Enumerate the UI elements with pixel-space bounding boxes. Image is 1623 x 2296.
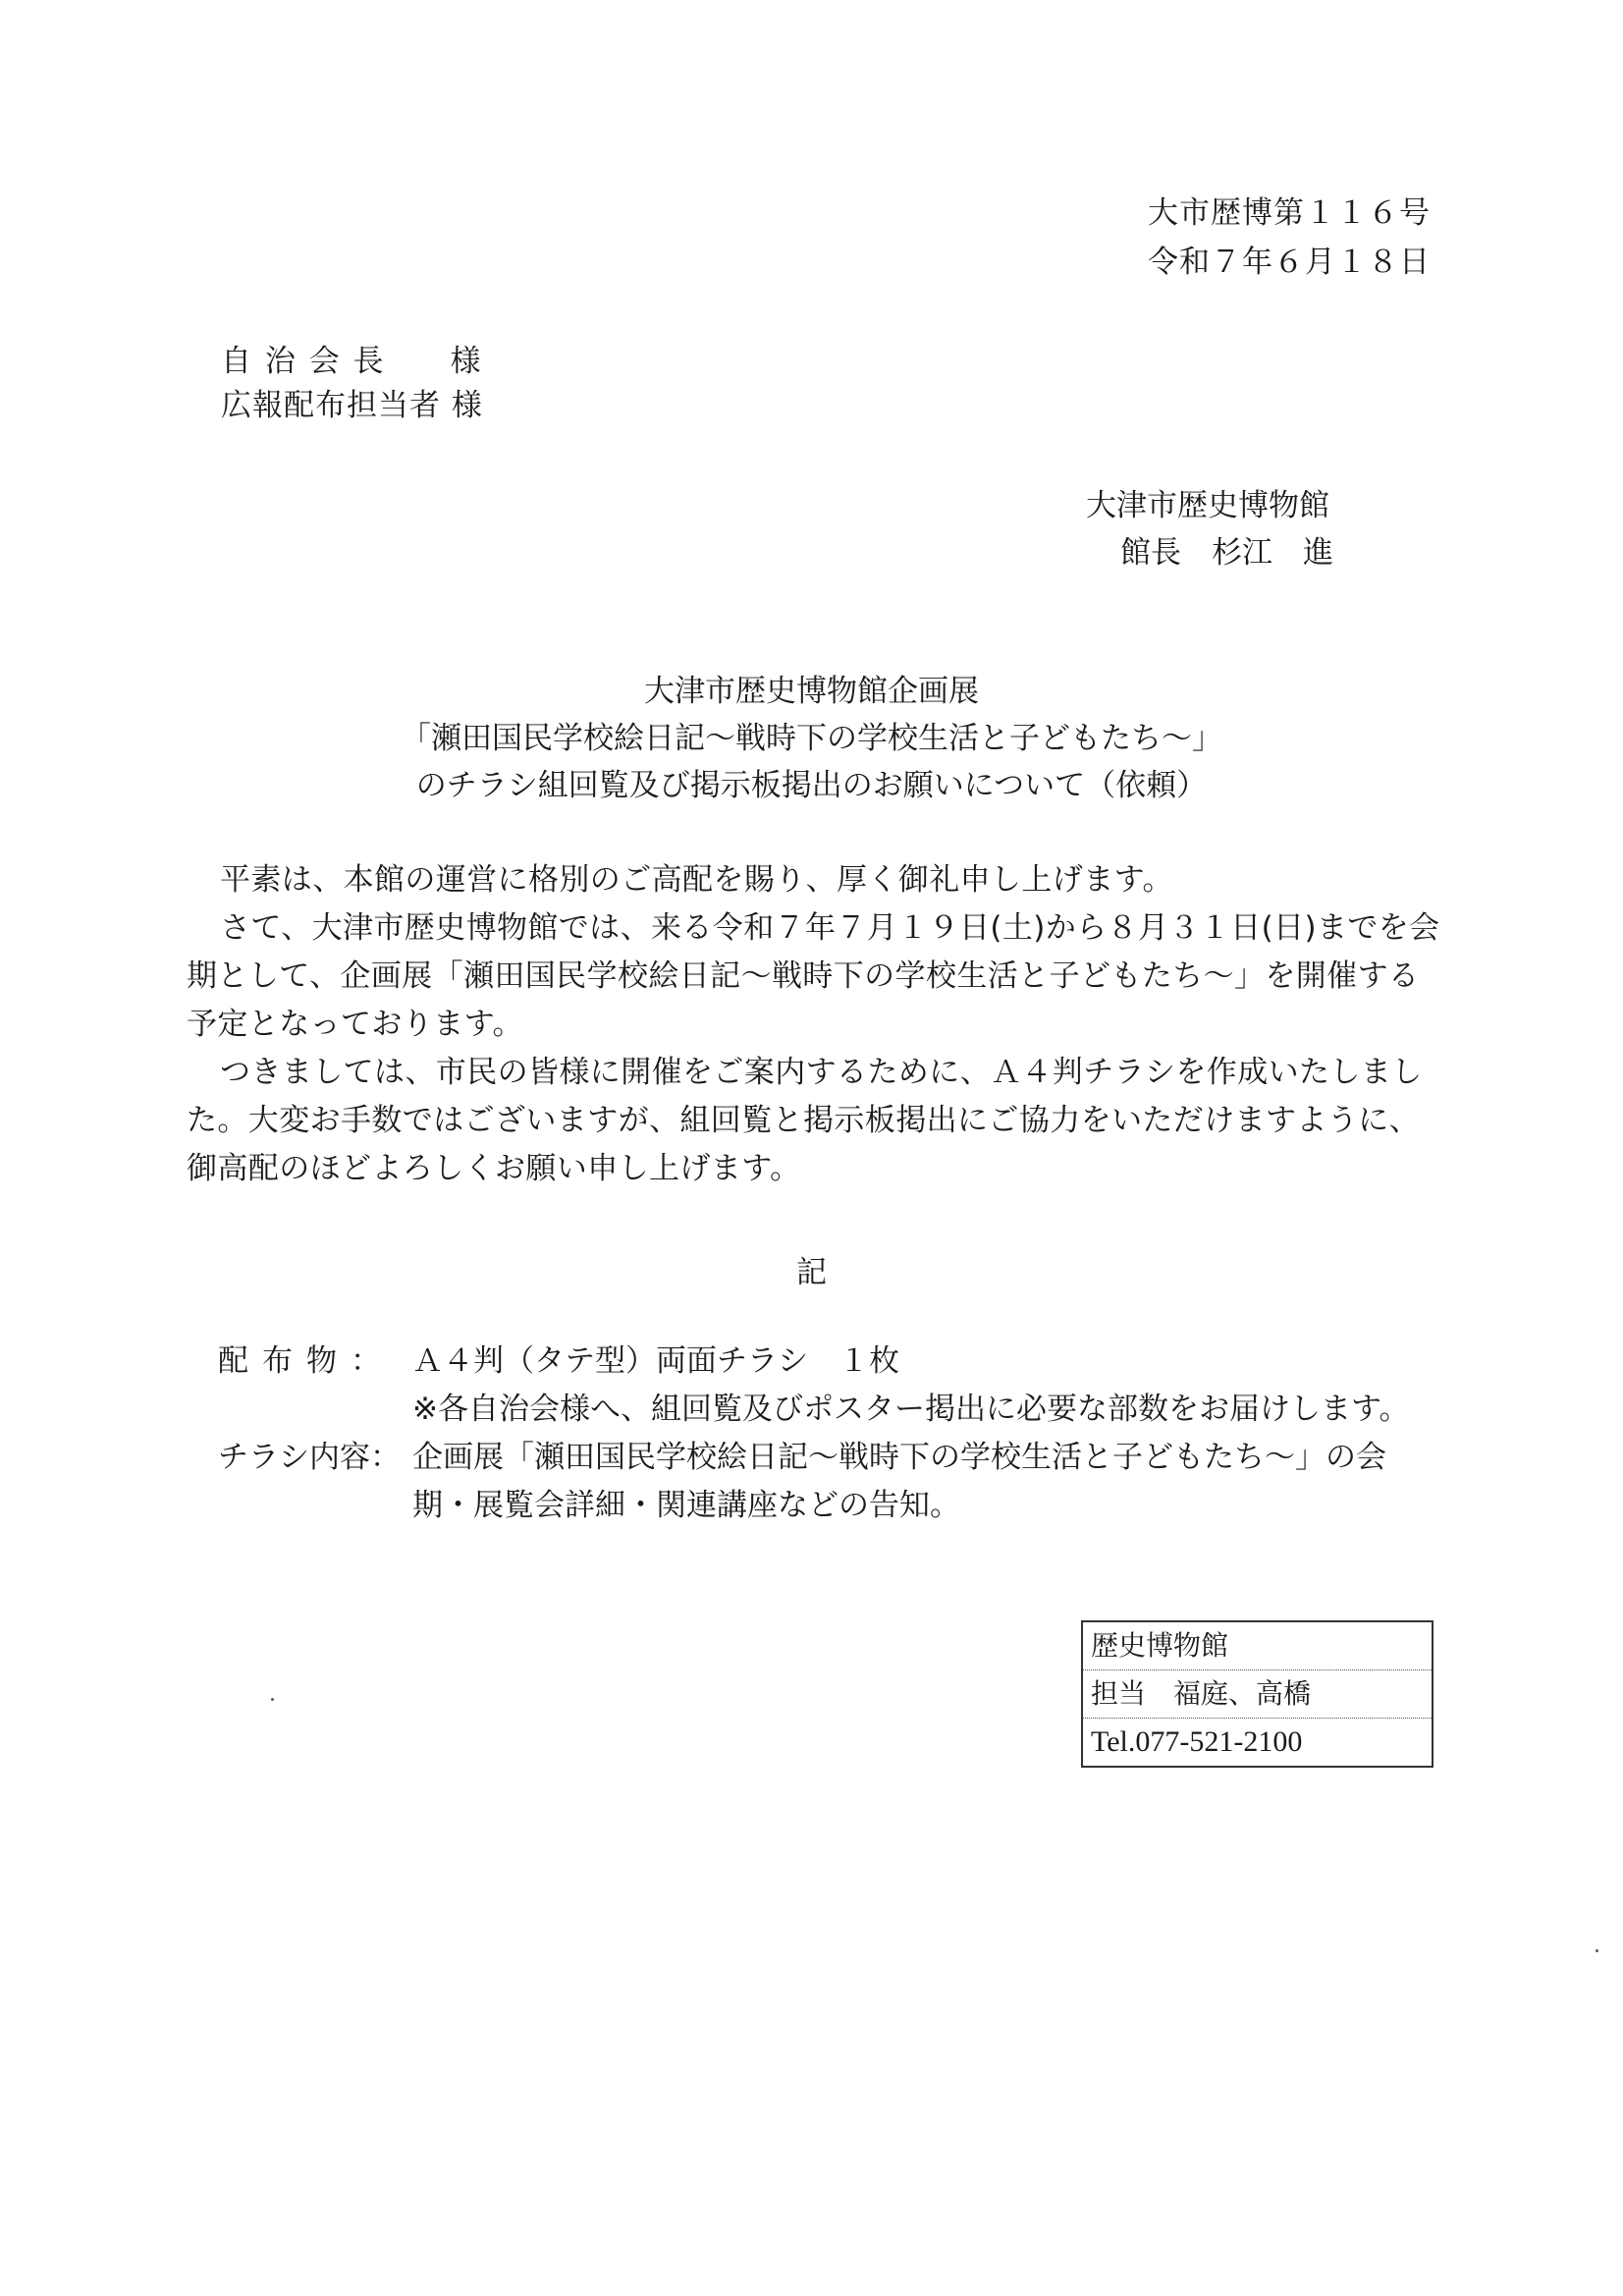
scan-speck [1596,1949,1598,1952]
recipient-chairman: 自 治 会 長 様 [221,344,483,379]
body-p3-line3: 御高配のほどよろしくお願い申し上げます。 [187,1151,801,1186]
content-value-line1: 企画展「瀬田国民学校絵日記～戦時下の学校生活と子どもたち～」の会 [412,1440,1386,1475]
document-number: 大市歴博第１１６号 [1148,195,1431,231]
contact-tel: Tel.077-521-2100 [1083,1718,1432,1766]
scan-speck [271,1698,274,1701]
contact-org: 歴史博物館 [1091,1629,1229,1662]
recipient-pr-staff: 広報配布担当者 様 [221,388,483,423]
content-label: チラシ内容： [218,1440,401,1475]
body-p2-line2: 期として、企画展「瀬田国民学校絵日記～戦時下の学校生活と子どもたち～」を開催する [187,958,1420,994]
item-content [218,1434,1410,1482]
body-p2-line1: さて、大津市歴史博物館では、来る令和７年７月１９日(土)から８月３１日(日)までを会 [220,910,1440,946]
distribution-label: 配布物： [218,1343,395,1379]
distribution-value: Ａ４判（タテ型）両面チラシ １枚 [412,1343,899,1379]
title-line-1: 大津市歴史博物館企画展 [644,674,979,709]
body-p3-line1: つきましては、市民の皆様に開催をご案内するために、Ａ４判チラシを作成いたしまし [220,1055,1423,1090]
distribution-note: ※各自治会様へ、組回覧及びポスター掲出に必要な部数をお届けします。 [412,1392,1410,1427]
content-value-line2: 期・展覧会詳細・関連講座などの告知。 [412,1488,960,1523]
items-list [218,1338,1410,1530]
body-p3-line2: た。大変お手数ではございますが、組回覧と掲示板掲出にご協力をいただけますように、 [187,1103,1420,1138]
title-line-2: 「瀬田国民学校絵日記～戦時下の学校生活と子どもたち～」 [401,721,1222,756]
ki-heading: 記 [796,1255,827,1290]
body-greeting: 平素は、本館の運営に格別のご高配を賜り、厚く御礼申し上げます。 [220,862,1173,898]
document-title [0,668,1623,809]
contact-box [1081,1620,1434,1768]
letter-body [187,856,1440,1193]
sender-organization: 大津市歴史博物館 [1086,488,1329,523]
sender-director: 館長 杉江 進 [1120,535,1333,571]
title-line-3: のチラシ組回覧及び掲示板掲出のお願いについて（依頼） [415,768,1208,803]
document-date: 令和７年６月１８日 [1148,245,1431,280]
body-p2-line3: 予定となっております。 [187,1007,523,1042]
item-distribution [218,1338,1410,1386]
contact-staff: 担当 福庭、高橋 [1083,1669,1432,1718]
